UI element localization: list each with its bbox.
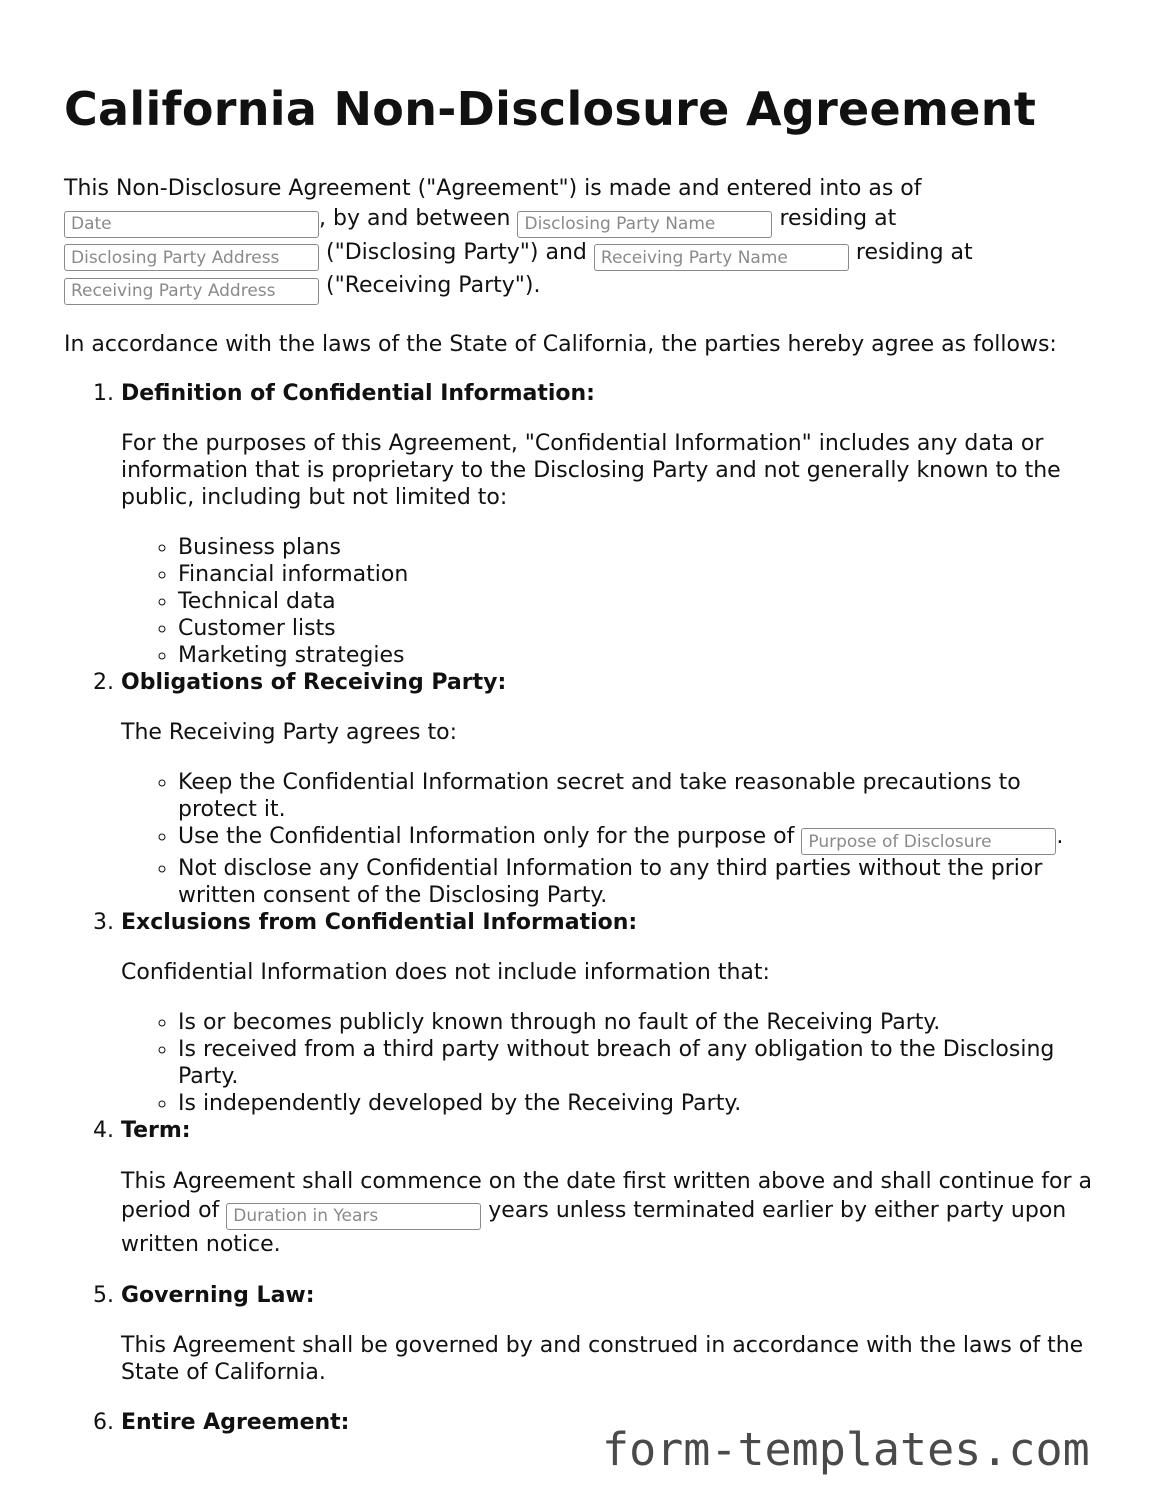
section-body: Confidential Information does not include information that:: [121, 960, 770, 985]
list-item: ◦ Is independently developed by the Receiving Party.: [178, 1090, 1104, 1117]
section-title: 6. Entire Agreement:: [121, 1409, 350, 1435]
receiving-party-address-field[interactable]: [64, 278, 319, 305]
list-item: ◦ Marketing strategies: [178, 642, 1104, 669]
section-body: This Agreement shall be governed by and construed in accordance with the laws of the State of California.: [121, 1332, 1084, 1385]
list-item: ◦ Keep the Confidential Information secret and take reasonable precautions to protect it.: [178, 769, 1104, 823]
sections-list: [64, 380, 1104, 1436]
disclosing-party-address-field[interactable]: [64, 244, 319, 271]
intro-text-1: This Non-Disclosure Agreement ("Agreement") is made and entered into as of: [64, 176, 922, 201]
section-title: 1. Definition of Confidential Information:: [121, 380, 595, 406]
purpose-of-disclosure-field[interactable]: [801, 828, 1056, 855]
watermark: form-templates.com: [602, 1423, 1090, 1476]
intro-text-6: ("Receiving Party").: [326, 273, 541, 298]
intro-text-4: ("Disclosing Party") and: [326, 239, 587, 265]
list-item: ◦ Is or becomes publicly known through no fault of the Receiving Party.: [178, 1009, 1104, 1036]
purpose-text: Use the Confidential Information only for the purpose of: [178, 823, 795, 849]
term-text-2: years unless terminated earlier by either party upon written notice.: [121, 1198, 1067, 1257]
intro-text-2: , by and between: [319, 206, 511, 231]
term-text-1: This Agreement shall commence on the date first written above and shall continue for a period of: [121, 1169, 1093, 1223]
section-definition: [121, 380, 1104, 669]
list-item: [178, 823, 1104, 856]
section-governing-law: [121, 1282, 1104, 1386]
receiving-party-name-field[interactable]: [594, 244, 849, 271]
section-body: [121, 1167, 1104, 1259]
disclosing-party-name-field[interactable]: [517, 211, 772, 238]
agreement-statement: In accordance with the laws of the State of California, the parties hereby agree as follows:: [64, 331, 1057, 357]
date-field[interactable]: [64, 211, 319, 238]
list-item: ◦ Financial information: [178, 561, 1104, 588]
list-item: ◦ Business plans: [178, 534, 1104, 561]
document-page: [64, 78, 1104, 1436]
bullet-list: [121, 1009, 1104, 1117]
intro-paragraph: [64, 174, 1104, 305]
list-item: ◦ Is received from a third party without breach of any obligation to the Disclosing Party.: [178, 1036, 1104, 1090]
list-item: ◦ Technical data: [178, 588, 1104, 615]
section-obligations: [121, 669, 1104, 910]
intro-text-3: residing at: [779, 206, 897, 231]
section-title: 2. Obligations of Receiving Party:: [121, 669, 507, 695]
section-title: 3. Exclusions from Confidential Information:: [121, 910, 638, 935]
section-title: 5. Governing Law:: [121, 1282, 315, 1308]
bullet-list: [121, 769, 1104, 910]
purpose-suffix: .: [1056, 823, 1064, 849]
section-exclusions: [121, 909, 1104, 1117]
section-term: [121, 1117, 1104, 1259]
list-item: ◦ Not disclose any Confidential Information to any third parties without the prior written consent of the Disclosing Party.: [178, 855, 1104, 909]
section-body: For the purposes of this Agreement, "Confidential Information" includes any data or information that is proprietary to the Disclosing Party and not generally known to the public, including but not limited to:: [121, 430, 1061, 510]
page-title: California Non-Disclosure Agreement: [64, 82, 1037, 136]
section-title: 4. Term:: [121, 1118, 191, 1143]
section-body: The Receiving Party agrees to:: [121, 719, 457, 745]
intro-text-5: residing at: [855, 239, 973, 265]
duration-in-years-field[interactable]: [226, 1203, 481, 1230]
list-item: ◦ Customer lists: [178, 615, 1104, 642]
bullet-list: [121, 534, 1104, 669]
